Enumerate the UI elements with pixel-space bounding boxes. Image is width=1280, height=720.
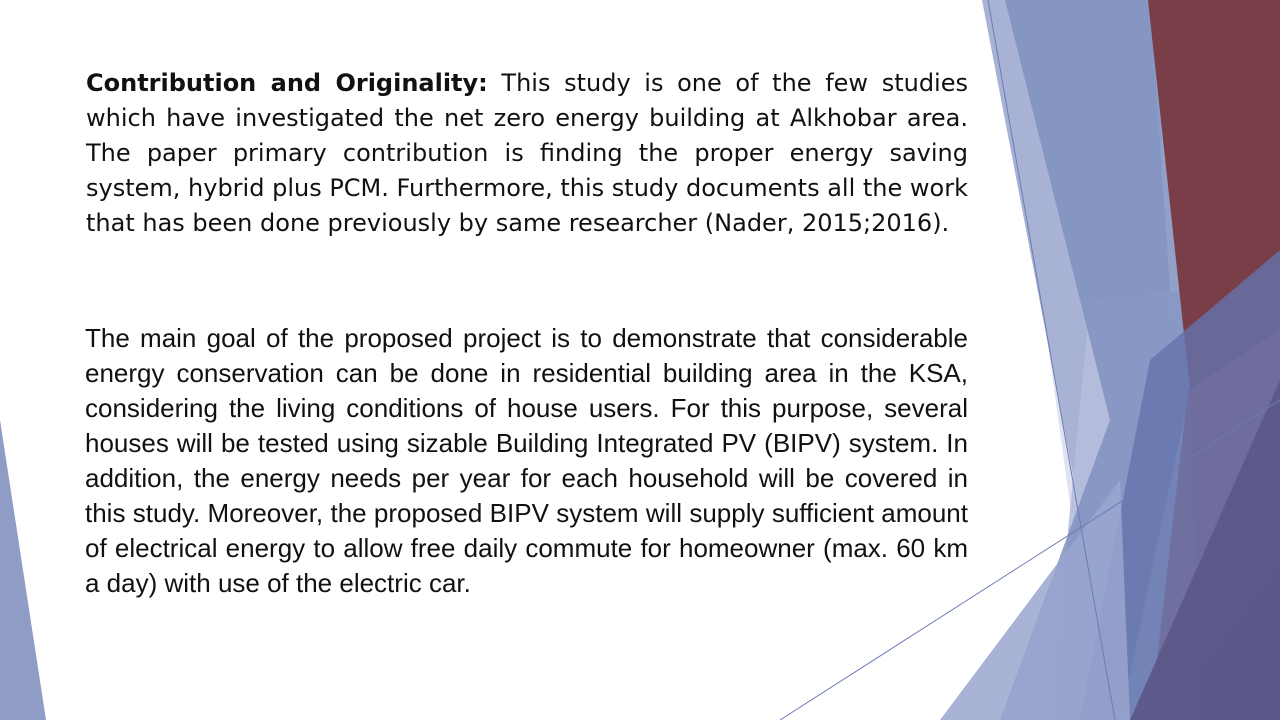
project-goal-paragraph: The main goal of the proposed project is to demonstrate that considerable energy conservation can be done in residential building area in the KSA, considering the living conditions of house users. For this purpose, several houses will be tested using sizable Building Integrated PV (BIPV) system. In addition, the energy needs per year for each household will be covered in this study. Moreover, the proposed BIPV system will supply sufficient amount of electrical energy to allow free daily commute for homeowner (max. 60 km a day) with use of the electric car. (85, 323, 968, 598)
bottom-shard-blue (940, 480, 1130, 720)
contribution-lead: Contribution and Originality: (86, 69, 488, 97)
contribution-body: This study is one of the few studies which have investigated the net zero energy building at Alkhobar area. The paper primary contribution is finding the proper energy saving system, hybrid plus PCM. Furthermore, this study documents all the work that has been done previously by same researcher (Nader, 2015;2016). (86, 69, 968, 237)
left-edge-shard (0, 420, 46, 720)
contribution-paragraph (86, 66, 968, 241)
